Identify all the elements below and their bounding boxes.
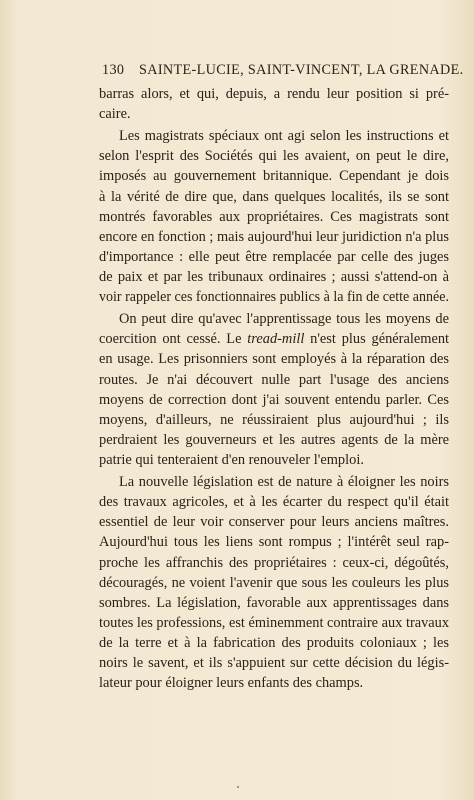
page-header xyxy=(102,62,464,80)
text-line: caire. xyxy=(99,106,131,123)
body-text xyxy=(99,84,449,694)
text-line: moyens de correction dont j'ai souvent entendu parler. Ces xyxy=(99,391,449,408)
text-line: selon l'esprit des Sociétés qui les avaient, on peut le dire, xyxy=(99,148,449,165)
text-line: voir rappeler ces fonctionnaires publics à la fin de cette année. xyxy=(99,289,449,306)
page-number: 130 xyxy=(102,62,125,78)
paragraph-first-line: La nouvelle législation est de nature à éloigner les noirs xyxy=(119,474,449,491)
text-line: encore en fonction ; mais aujourd'hui leur juridiction n'a plus xyxy=(99,228,449,245)
running-title: SAINTE-LUCIE, SAINT-VINCENT, LA GRENADE. xyxy=(139,62,464,78)
text-line: de la terre et à la fabrication des produits coloniaux ; les xyxy=(99,635,449,652)
text-line: lateur pour éloigner leurs enfants des champs. xyxy=(99,675,364,692)
text-line: moyens, d'ailleurs, ne réussiraient plus aujourd'hui ; ils xyxy=(99,411,450,428)
text-line: barras alors, et qui, depuis, a rendu leur position si pré- xyxy=(99,86,450,102)
text-line: routes. Je n'ai découvert nulle part l'usage des anciens xyxy=(99,371,449,388)
text-line: d'importance : elle peut être remplacée par celle des juges xyxy=(99,248,450,265)
text-line: perdraient les gouverneurs et les autres agents de la mère xyxy=(99,431,450,448)
text-line: sombres. La législation, favorable aux apprentissages dans xyxy=(99,594,450,611)
text-line: Aujourd'hui tous les liens sont rompus ; l'intérêt seul rap- xyxy=(99,534,450,551)
text-line: de paix et par les tribunaux ordinaires ; aussi s'attend-on à xyxy=(99,269,449,286)
text-line: découragés, ne voient l'avenir que sous les couleurs les plus xyxy=(99,574,449,591)
paragraph-first-line: On peut dire qu'avec l'apprentissage tous les moyens de xyxy=(119,311,450,328)
text-line: toutes les professions, est éminemment contraire aux travaux xyxy=(99,615,449,632)
text-line: patrie qui tenteraient d'en renouveler l'emploi. xyxy=(99,452,364,469)
text-line: à la vérité de dire que, dans quelques localités, ils se sont xyxy=(99,188,449,205)
text-line: noirs le savent, et ils s'appuient sur cette décision du légis- xyxy=(99,655,449,672)
text-line: coercition ont cessé. Le tread-mill n'est plus généralement xyxy=(99,331,450,348)
text-line: en usage. Les prisonniers sont employés à la réparation des xyxy=(99,351,450,368)
text-line: montrés favorables aux propriétaires. Ces magistrats sont xyxy=(99,208,449,225)
text-line: essentiel de leur voir conserver pour leurs anciens maîtres. xyxy=(99,514,449,531)
page-speck xyxy=(237,786,239,788)
text-line: des travaux agricoles, et à les écarter du respect qu'il était xyxy=(99,494,450,511)
paragraph-first-line: Les magistrats spéciaux ont agi selon les instructions et xyxy=(119,128,449,145)
text-line: proche les affranchis des propriétaires : ceux-ci, dégoûtés, xyxy=(99,554,450,571)
text-line: imposés au gouvernement britannique. Cependant je dois xyxy=(99,168,449,185)
italic-term: tread-mill xyxy=(247,331,305,348)
